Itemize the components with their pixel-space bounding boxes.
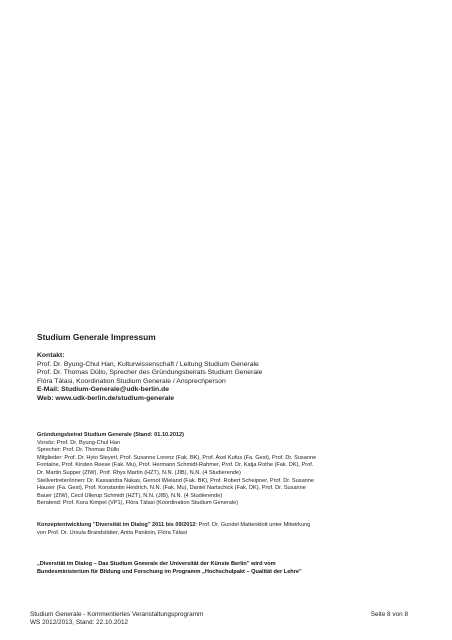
konzept-section bbox=[37, 522, 417, 537]
footer-info bbox=[30, 611, 203, 628]
beirat-heading: Gründungsbeirat Studium Generale (Stand: 01.10.2012) bbox=[37, 432, 185, 438]
contact-line: Prof. Dr. Byung-Chul Han, Kulturwissenschaft / Leitung Studium Generale bbox=[37, 360, 259, 368]
beirat-line: Bauer (ZIW), Cecil Ullerup Schmidt (HZT), N.N. (JIB), N.N. (4 Studierende) bbox=[37, 492, 223, 499]
beirat-line: Mitglieder: Prof. Dr. Hyto Steyerl, Prof. Susanne Lorenz (Fak. BK), Prof. Axel Kufus (Fa. Gest), Prof. Dr. Susanne bbox=[37, 454, 317, 461]
contact-line: Flóra Tálasi, Koordination Studium Generale / Ansprechperson bbox=[37, 377, 226, 385]
konzept-text: : Prof. Dr. Gundel Mattenklott unter Mitwirkung bbox=[195, 522, 311, 528]
page-title: Studium Generale Impressum bbox=[37, 332, 156, 342]
beirat-line: Fontaine, Prof. Kirsten Reese (Fak. Mu), Prof. Hermann Schmidt-Rahmer, Prof. Dr. Katja Rothe (Fak. DK), Prof. bbox=[37, 462, 314, 469]
beirat-line: Dr. Martin Supper (ZIW), Prof. Rhys Martin (HZT), N.N. (JIB), N.N. (4 Studierende) bbox=[37, 469, 241, 476]
motto-line: Bundesministerium für Bildung und Forschung im Programm „Hochschulpakt – Qualität der Lehre" bbox=[37, 568, 302, 575]
beirat-line: Vorsitz: Prof. Dr. Byung-Chul Han bbox=[37, 439, 121, 446]
konzept-heading: Konzeptentwicklung "Diversität im Dialog" 2011 bis 09/2012 bbox=[37, 522, 196, 528]
page-number: Seite 8 von 8 bbox=[370, 611, 408, 618]
konzept-line bbox=[37, 522, 417, 530]
konzept-line2: von Prof. Dr. Ursula Brandstätter, Anita Panknin, Flóra Tálasi bbox=[37, 529, 188, 536]
beirat-line: Hauser (Fa. Gest), Prof. Konstantin Heidrich, N.N. (Fak. Mu), Daniel Nartschick (Fak. DK), Prof. Dr. Susanne bbox=[37, 485, 306, 492]
beirat-line: Beratend: Prof. Kora Kimpel (VP1), Flóra Tálasi (Koordination Studium Generale) bbox=[37, 500, 239, 507]
contact-web-link[interactable]: Web: www.udk-berlin.de/studium-generale bbox=[37, 394, 175, 402]
beirat-section bbox=[37, 432, 417, 508]
beirat-line: Stellvertreter/innen: Dr. Kassandra Nakas, Gernot Wieland (Fak. BK), Prof. Robert Scheipner, Prof. Dr. Susanne bbox=[37, 477, 315, 484]
contact-line: Prof. Dr. Thomas Düllo, Sprecher des Gründungsbeirats Studium Generale bbox=[37, 369, 263, 376]
contact-heading: Kontakt: bbox=[37, 352, 65, 359]
footer-line: Studium Generale - Kommentiertes Veranstaltungsprogramm bbox=[30, 611, 204, 618]
contact-email-link[interactable]: E-Mail: Studium-Generale@udk-berlin.de bbox=[37, 386, 170, 393]
motto-line: „Diversität im Dialog – Das Studium Gneerale der Universität der Künste Berlin" wird vom bbox=[37, 561, 276, 567]
footer-line: WS 2012/2013, Stand: 22.10.2012 bbox=[30, 619, 129, 627]
motto-section bbox=[37, 561, 417, 576]
contact-section bbox=[37, 352, 417, 403]
beirat-line: Sprecher: Prof. Dr. Thomas Düllo bbox=[37, 447, 120, 454]
